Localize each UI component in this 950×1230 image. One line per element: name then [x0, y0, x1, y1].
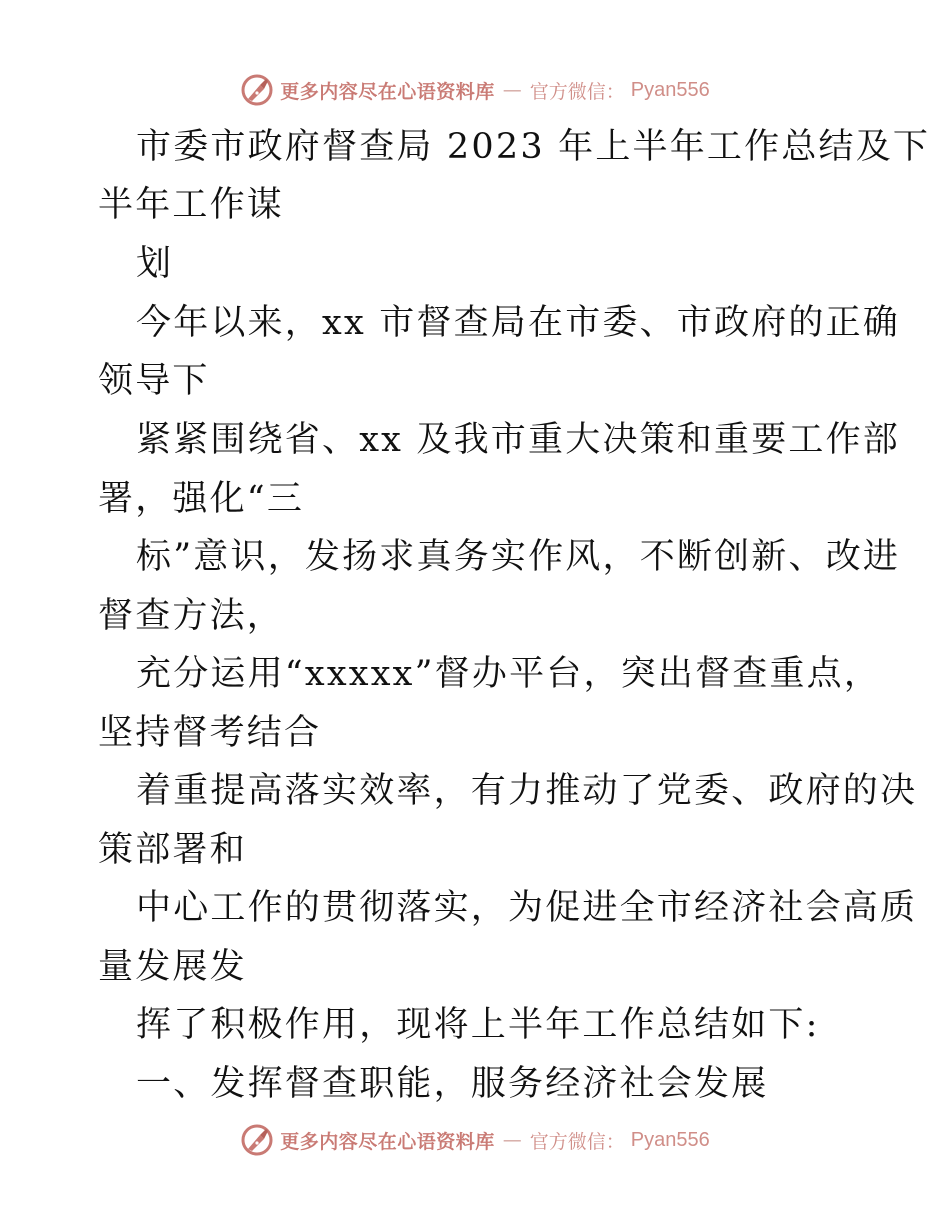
document-title-line-2: 半年工作谋	[98, 185, 285, 225]
paragraph-line: 中心工作的贯彻落实，为促进全市经济社会高质	[136, 888, 918, 928]
fountain-pen-logo-icon	[240, 1123, 274, 1157]
paragraph-line: 量发展发	[98, 947, 247, 987]
paragraph-line: 坚持督考结合	[98, 713, 322, 753]
document-title-line-1: 市委市政府督查局 2023 年上半年工作总结及下	[136, 127, 931, 167]
watermark-separator: —	[502, 1129, 522, 1151]
paragraph-line: 标”意识，发扬求真务实作风，不断创新、改进	[136, 537, 901, 577]
watermark-label: 官方微信：	[529, 80, 625, 103]
watermark-id: Pyan556	[630, 1128, 710, 1151]
watermark-label: 官方微信：	[529, 1130, 625, 1153]
section-heading: 一、发挥督查职能，服务经济社会发展	[136, 1064, 769, 1104]
paragraph-line: 策部署和	[98, 830, 247, 870]
watermark-banner-bottom	[0, 1120, 950, 1160]
paragraph-line: 紧紧围绕省、xx 及我市重大决策和重要工作部	[136, 420, 901, 460]
watermark-text: 更多内容尽在心语资料库	[280, 1130, 495, 1153]
paragraph-line: 着重提高落实效率，有力推动了党委、政府的决	[136, 771, 918, 811]
paragraph-line: 领导下	[98, 361, 210, 401]
watermark-id: Pyan556	[630, 78, 710, 101]
watermark-separator: —	[502, 79, 522, 101]
document-title-line-3: 划	[136, 244, 174, 284]
paragraph-line: 署，强化“三	[98, 479, 305, 519]
watermark-text: 更多内容尽在心语资料库	[280, 80, 495, 103]
paragraph-line: 今年以来，xx 市督查局在市委、市政府的正确	[136, 303, 901, 343]
paragraph-line: 督查方法，	[98, 596, 285, 636]
paragraph-line: 挥了积极作用，现将上半年工作总结如下:	[136, 1005, 820, 1045]
paragraph-line: 充分运用“xxxxx”督办平台，突出督查重点，	[136, 654, 882, 694]
